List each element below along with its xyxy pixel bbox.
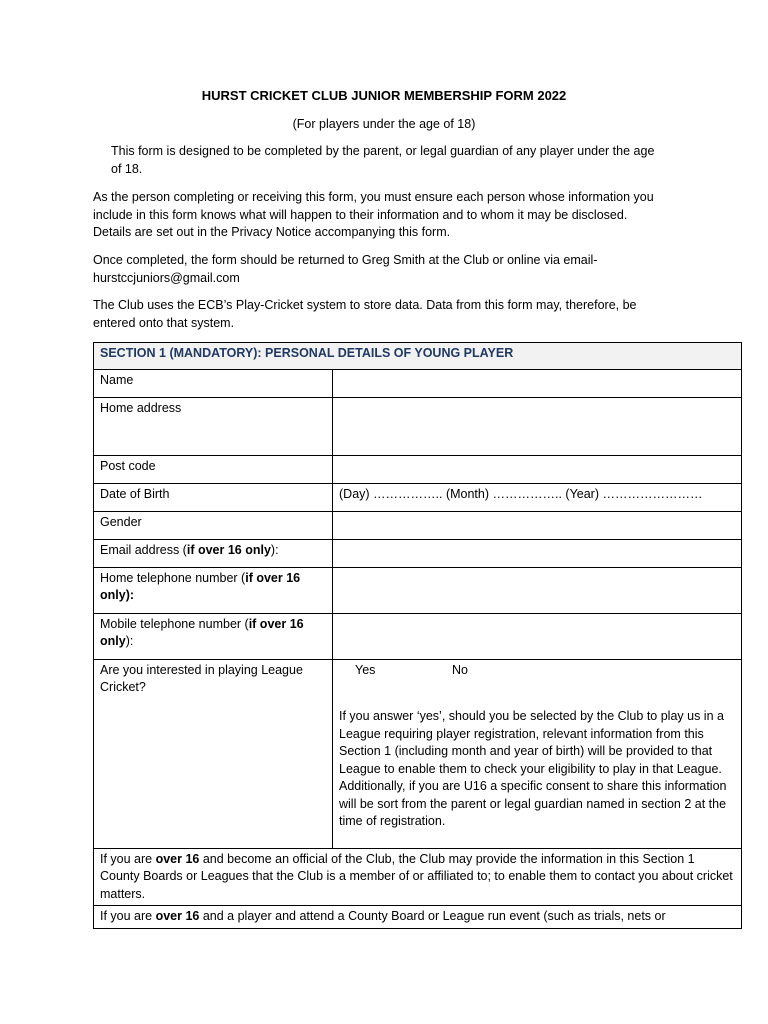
form-subtitle: (For players under the age of 18): [292, 117, 476, 131]
mobile-telephone-label-text: Mobile telephone number (: [100, 616, 249, 631]
player-note-bold: over 16: [155, 909, 200, 923]
yes-no-options: [339, 662, 735, 680]
name-label: Name: [94, 369, 333, 397]
official-note-text: If you are: [100, 851, 156, 866]
mobile-telephone-field[interactable]: [333, 613, 742, 659]
mobile-telephone-label-end: ):: [125, 634, 134, 648]
email-label-end: ):: [270, 542, 279, 557]
official-info-note: [94, 848, 742, 906]
player-note-end: and a player and attend a County Board or League run event (such as trials, nets or: [199, 909, 666, 923]
email-field[interactable]: [333, 539, 742, 567]
gender-field[interactable]: [333, 511, 742, 539]
post-code-field[interactable]: [333, 455, 742, 483]
official-note-bold: over 16: [155, 851, 200, 866]
mobile-telephone-label-bold: if over 16 only: [100, 616, 304, 648]
player-note-text: If you are: [100, 909, 156, 923]
email-label-bold: if over 16 only: [186, 542, 271, 557]
league-question-label: Are you interested in playing League Cricket?: [94, 659, 333, 848]
email-label: [94, 539, 333, 567]
section1-heading: SECTION 1 (MANDATORY): PERSONAL DETAILS OF YOUNG PLAYER: [94, 343, 742, 370]
gender-label: Gender: [94, 511, 333, 539]
intro-paragraph-2: As the person completing or receiving this form, you must ensure each person whose information you include in this form knows what will happen to their information and to whom it may be disclosed. Details are set out in the Privacy Notice accompanying this form.: [93, 190, 654, 239]
dob-label: Date of Birth: [94, 483, 333, 511]
home-address-label: Home address: [94, 397, 333, 455]
no-option[interactable]: No: [452, 662, 468, 677]
name-field[interactable]: [333, 369, 742, 397]
home-address-field[interactable]: [333, 397, 742, 455]
mobile-telephone-label: [94, 613, 333, 659]
email-label-text: Email address (: [100, 542, 187, 557]
yes-option[interactable]: Yes: [355, 662, 376, 677]
league-note: If you answer ‘yes’, should you be selected by the Club to play us in a League requiring player registration, relevant information from this Section 1 (including month and year of birth) will be provided to that League to enable them to check your eligibility to play in that League. Additionally, if you are U16 a specific consent to share this information will be sort from the parent or legal guardian named in section 2 at the time of registration.: [339, 709, 727, 828]
official-note-end: and become an official of the Club, the Club may provide the information in this Section 1 County Boards or Leagues that the Club is a member of or affiliated to; to enable them to contact you about cricket matters.: [100, 851, 733, 901]
form-title: HURST CRICKET CLUB JUNIOR MEMBERSHIP FORM 2022: [201, 88, 567, 103]
player-event-note: [94, 906, 742, 929]
home-telephone-label-bold: if over 16 only):: [100, 570, 301, 602]
home-telephone-label: [94, 567, 333, 613]
post-code-label: Post code: [94, 455, 333, 483]
intro-paragraph-4: The Club uses the ECB’s Play-Cricket system to store data. Data from this form may, therefore, be entered onto that system.: [93, 298, 637, 330]
home-telephone-label-text: Home telephone number (: [100, 570, 246, 585]
league-answer-cell: [333, 659, 742, 848]
section1-table: [93, 342, 742, 929]
intro-paragraph-3: Once completed, the form should be returned to Greg Smith at the Club or online via email- hurstccjuniors@gmail.com: [93, 253, 598, 285]
intro-paragraph-1: This form is designed to be completed by the parent, or legal guardian of any player under the age of 18.: [111, 144, 655, 176]
home-telephone-field[interactable]: [333, 567, 742, 613]
dob-field[interactable]: (Day) …………….. (Month) …………….. (Year) ……………………: [333, 483, 742, 511]
